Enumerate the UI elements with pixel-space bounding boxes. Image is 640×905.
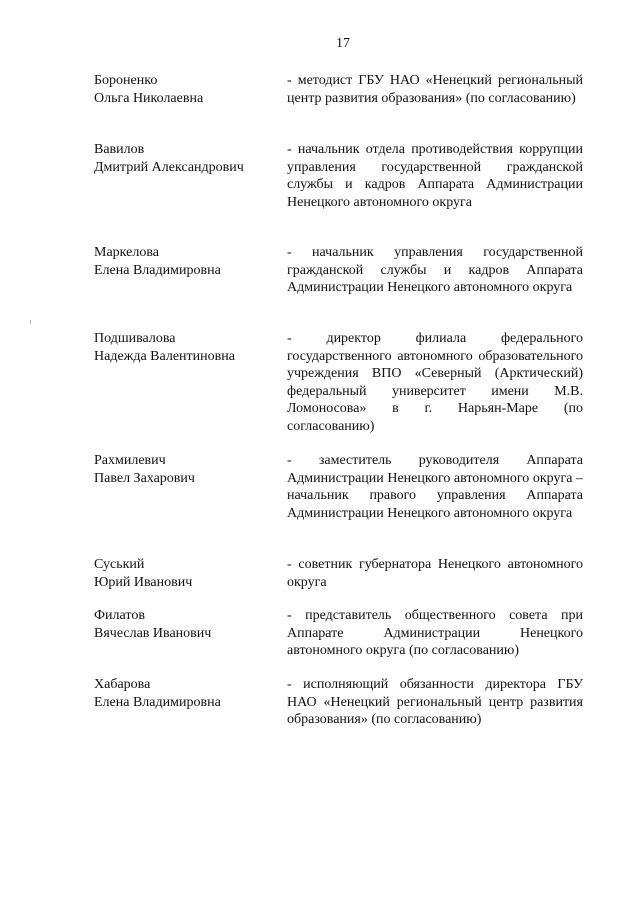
- member-surname: Хабарова: [94, 677, 151, 692]
- member-name: [94, 452, 280, 487]
- member-surname: Рахмилевич: [94, 453, 166, 468]
- member-surname: Вавилов: [94, 142, 145, 157]
- member-given-name: Вячеслав Иванович: [94, 625, 212, 641]
- member-name: [94, 556, 280, 591]
- member-role: - исполняющий обязанности директора ГБУ НАО «Ненецкий региональный центр развития образования» (по согласованию): [287, 677, 583, 728]
- member-given-name: Павел Захарович: [94, 470, 195, 486]
- member-given-name: Ольга Николаевна: [94, 90, 204, 106]
- member-given-name: Надежда Валентиновна: [94, 348, 235, 364]
- member-name: [94, 244, 280, 279]
- page-number: 17: [336, 36, 350, 51]
- member-role: - представитель общественного совета при Аппарате Администрации Ненецкого автономного округа (по согласованию): [287, 608, 583, 659]
- member-name: [94, 141, 280, 176]
- member-role: - начальник отдела противодействия коррупции управления государственной гражданской службы и кадров Аппарата Администрации Ненецкого автономного округа: [287, 142, 583, 210]
- member-role: - советник губернатора Ненецкого автономного округа: [287, 557, 583, 590]
- member-name: [94, 676, 280, 711]
- member-surname: Подшивалова: [94, 331, 176, 346]
- member-role: - директор филиала федерального государственного автономного образовательного учреждения ВПО «Северный (Арктический) федеральный университет имени М.В. Ломоносова» в г. Нарьян-Маре (по согласованию): [287, 331, 583, 434]
- member-name: [94, 330, 280, 365]
- member-role: - заместитель руководителя Аппарата Администрации Ненецкого автономного округа – начальник правого управления Аппарата Администрации Ненецкого автономного округа: [287, 453, 583, 521]
- member-given-name: Елена Владимировна: [94, 262, 221, 278]
- member-role: - методист ГБУ НАО «Ненецкий региональный центр развития образования» (по согласованию): [287, 73, 583, 106]
- member-given-name: Юрий Иванович: [94, 574, 193, 590]
- scan-speck: [30, 320, 31, 324]
- member-given-name: Елена Владимировна: [94, 694, 221, 710]
- member-surname: Маркелова: [94, 245, 159, 260]
- member-role: - начальник управления государственной гражданской службы и кадров Аппарата Администрации Ненецкого автономного округа: [287, 245, 583, 296]
- member-name: [94, 72, 280, 107]
- member-name: [94, 607, 280, 642]
- member-given-name: Дмитрий Александрович: [94, 159, 244, 175]
- member-surname: Филатов: [94, 608, 145, 623]
- member-surname: Бороненко: [94, 73, 158, 88]
- member-surname: Суський: [94, 557, 145, 572]
